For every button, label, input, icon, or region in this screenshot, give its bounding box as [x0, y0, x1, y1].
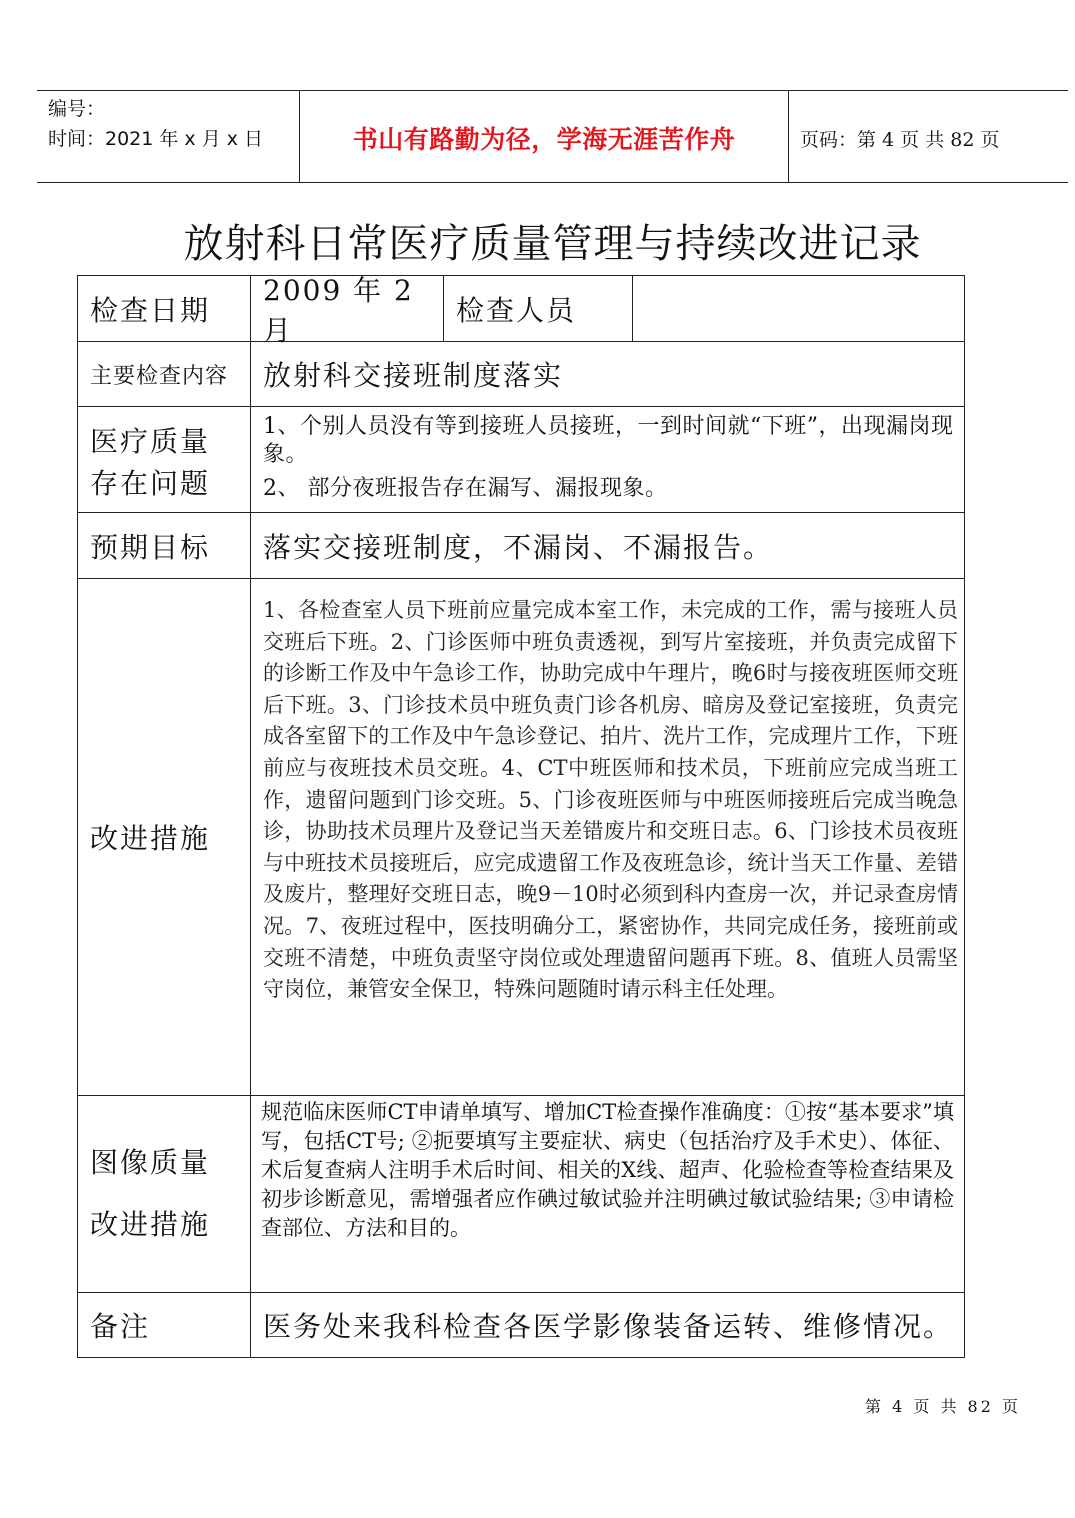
- check-date-value: 2009 年 2 月: [251, 276, 444, 341]
- page-code: 页码：第 4 页 共 82 页: [800, 129, 1000, 151]
- content-label: 主要检查内容: [78, 342, 251, 406]
- header-info-cell: [37, 91, 299, 182]
- check-date-label: 检查日期: [78, 276, 251, 341]
- check-date-values: [251, 273, 964, 347]
- goal-value: 落实交接班制度，不漏岗、不漏报告。: [263, 530, 774, 564]
- goal-row: [77, 512, 965, 578]
- image-quality-label: [78, 1096, 251, 1292]
- inspector-value: [633, 276, 964, 341]
- image-quality-row: [77, 1095, 965, 1292]
- record-table: [77, 275, 965, 1358]
- remark-value: 医务处来我科检查各医学影像装备运转、维修情况。: [263, 1310, 954, 1343]
- remark-label: 备注: [78, 1293, 251, 1357]
- problem-label-line-2: 存在问题: [90, 467, 211, 500]
- page-footer: 第 4 页 共 82 页: [865, 1397, 1021, 1416]
- document-title: 放射科日常医疗质量管理与持续改进记录: [183, 221, 922, 267]
- image-label-line-2: 改进措施: [90, 1208, 211, 1241]
- check-date-row: [77, 273, 965, 347]
- image-quality-text: 规范临床医师CT申请单填写、增加CT检查操作准确度：①按“基本要求”填写，包括CT号; ②扼要填写主要症状、病史（包括治疗及手术史）、体征、术后复查病人注明手术后时间、相关的X线、超声、化验检查等检查结果及初步诊断意见，需增强者应作碘过敏试验并注明碘过敏试验结果; ③申请检查部位、方法和目的。: [261, 1100, 954, 1240]
- goal-label: 预期目标: [78, 513, 251, 578]
- image-label-line-1: 图像质量: [90, 1146, 211, 1179]
- remark-row: [77, 1292, 965, 1358]
- date-line: 时间：2021 年 x 月 x 日: [48, 128, 264, 150]
- inspector-label: 检查人员: [444, 276, 633, 341]
- measure-label: 改进措施: [78, 579, 251, 1095]
- header-motto-cell: [299, 91, 789, 182]
- serial-number-label: 编号：: [48, 98, 106, 120]
- problem-line-2: 2、 部分夜班报告存在漏写、漏报现象。: [263, 476, 668, 501]
- motto-text: 书山有路勤为径，学海无涯苦作舟: [352, 125, 736, 154]
- problem-value: [251, 407, 964, 512]
- content-value: 放射科交接班制度落实: [263, 359, 564, 392]
- problem-label-line-1: 医疗质量: [90, 425, 211, 458]
- measure-row: [77, 578, 965, 1095]
- problem-line-1: 1、个别人员没有等到接班人员接班，一到时间就“下班”，出现漏岗现象。: [263, 414, 954, 467]
- problem-row: [77, 406, 965, 512]
- header-page-cell: [788, 91, 1068, 182]
- content-row: [77, 341, 965, 406]
- problem-label: [78, 407, 251, 512]
- measure-text: 1、各检查室人员下班前应量完成本室工作，未完成的工作，需与接班人员交班后下班。2、门诊医师中班负责透视，到写片室接班，并负责完成留下的诊断工作及中午急诊工作，协助完成中午理片，晚6时与接夜班医师交班后下班。3、门诊技术员中班负责门诊各机房、暗房及登记室接班，负责完成各室留下的工作及中午急诊登记、拍片、洗片工作，完成理片工作，下班前应与夜班技术员交班。4、CT中班医师和技术员，下班前应完成当班工作，遗留问题到门诊交班。5、门诊夜班医师与中班医师接班后完成当晚急诊，协助技术员理片及登记当天差错废片和交班日志。6、门诊技术员夜班与中班技术员接班后，应完成遗留工作及夜班急诊，统计当天工作量、差错及废片，整理好交班日志，晚9－10时必须到科内查房一次，并记录查房情况。7、夜班过程中，医技明确分工，紧密协作，共同完成任务，接班前或交班不清楚，中班负责坚守岗位或处理遗留问题再下班。8、值班人员需坚守岗位，兼管安全保卫，特殊问题随时请示科主任处理。: [263, 598, 958, 1002]
- page-header: [37, 90, 1068, 183]
